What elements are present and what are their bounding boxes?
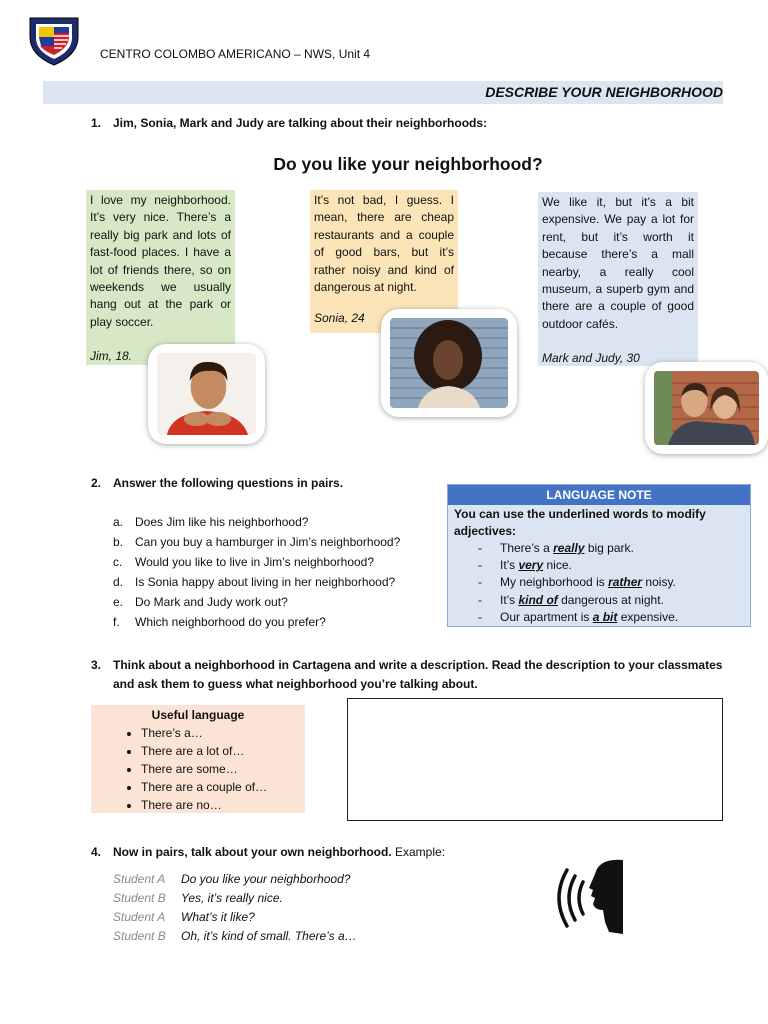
list-item: - Our apartment is a bit expensive. xyxy=(478,609,679,624)
question-text: Answer the following questions in pairs. xyxy=(113,476,344,490)
section-title: Do you like your neighborhood? xyxy=(273,154,543,174)
photo-sonia xyxy=(381,309,517,417)
photo-mark-judy xyxy=(645,362,768,454)
question-number: 4. xyxy=(91,845,102,859)
list-item: d. Is Sonia happy about living in her neighborhood? xyxy=(113,575,396,589)
language-note xyxy=(447,484,751,627)
list-item: • There are a couple of… xyxy=(141,778,305,796)
list-item: b. Can you buy a hamburger in Jim’s neighborhood? xyxy=(113,535,401,549)
list-item: - It’s kind of dangerous at night. xyxy=(478,592,664,607)
question-text: Jim, Sonia, Mark and Judy are talking about their neighborhoods: xyxy=(113,116,488,130)
dialog-line: Student B Yes, it’s really nice. xyxy=(113,891,283,905)
speaker-text: We like it, but it’s a bit expensive. We pay a lot for rent, but it’s worth it because there’s a mall nearby, a really cool museum, a superb gym and there are a couple of good outdoor cafés. xyxy=(542,195,694,331)
question-number: 2. xyxy=(91,476,102,490)
title-bar xyxy=(43,81,723,104)
useful-language-heading: Useful language xyxy=(151,708,245,722)
speaker-box-mark-judy xyxy=(538,192,698,366)
list-item: - It’s very nice. xyxy=(478,558,572,573)
language-note-heading: LANGUAGE NOTE xyxy=(448,485,750,505)
school-logo xyxy=(27,15,81,67)
speaker-text: It’s not bad, I guess. I mean, there are cheap restaurants and a couple of good bars, but it’s rather noisy and kind of dangerous at night. xyxy=(314,193,454,295)
speaking-head-icon xyxy=(551,858,627,936)
question-2 xyxy=(91,476,343,490)
question-4 xyxy=(91,845,445,859)
description-answer-box[interactable] xyxy=(347,698,723,821)
speaker-box-jim xyxy=(86,190,235,365)
question-text-extra: Example: xyxy=(391,845,446,859)
speaker-name: Sonia, 24 xyxy=(314,311,365,326)
useful-language-list xyxy=(91,724,305,814)
speaker-text: I love my neighborhood. It’s very nice. There’s a really big park and lots of fast-food places. I have a lot of friends there, so on weekends we usually hang out at the park or play soccer. xyxy=(90,193,231,329)
list-item: f. Which neighborhood do you prefer? xyxy=(113,615,326,629)
page-title: DESCRIBE YOUR NEIGHBORHOOD xyxy=(485,84,723,100)
question-text: Now in pairs, talk about your own neighborhood. xyxy=(113,845,392,859)
question-1 xyxy=(91,116,487,130)
list-item: - My neighborhood is rather noisy. xyxy=(478,575,676,590)
question-3 xyxy=(91,656,731,696)
document-header: CENTRO COLOMBO AMERICANO – NWS, Unit 4 xyxy=(100,47,371,61)
photo-jim xyxy=(148,344,265,444)
speaker-name: Jim, 18. xyxy=(90,349,133,364)
useful-language-box xyxy=(91,705,305,813)
list-item: • There are no… xyxy=(141,796,305,814)
list-item: • There’s a… xyxy=(141,724,305,742)
question-number: 3. xyxy=(91,658,102,672)
dialog-line: Student B Oh, it’s kind of small. There’s a… xyxy=(113,929,357,943)
question-number: 1. xyxy=(91,116,102,130)
language-note-list xyxy=(448,540,750,626)
question-2-list xyxy=(113,512,400,632)
dialog-line: Student A What’s it like? xyxy=(113,910,255,924)
list-item: a. Does Jim like his neighborhood? xyxy=(113,515,309,529)
list-item: • There are a lot of… xyxy=(141,742,305,760)
list-item: - There’s a really big park. xyxy=(478,541,634,555)
language-note-intro: You can use the underlined words to modify adjectives: xyxy=(454,507,706,538)
list-item: e. Do Mark and Judy work out? xyxy=(113,595,288,609)
list-item: • There are some… xyxy=(141,760,305,778)
question-text: Think about a neighborhood in Cartagena and write a description. Read the description to your classmates and ask them to guess what neighborhood you’re talking about. xyxy=(113,658,723,691)
example-dialog xyxy=(113,870,357,946)
list-item: c. Would you like to live in Jim’s neighborhood? xyxy=(113,555,375,569)
dialog-line: Student A Do you like your neighborhood? xyxy=(113,872,351,886)
speaker-name: Mark and Judy, 30 xyxy=(542,351,640,366)
